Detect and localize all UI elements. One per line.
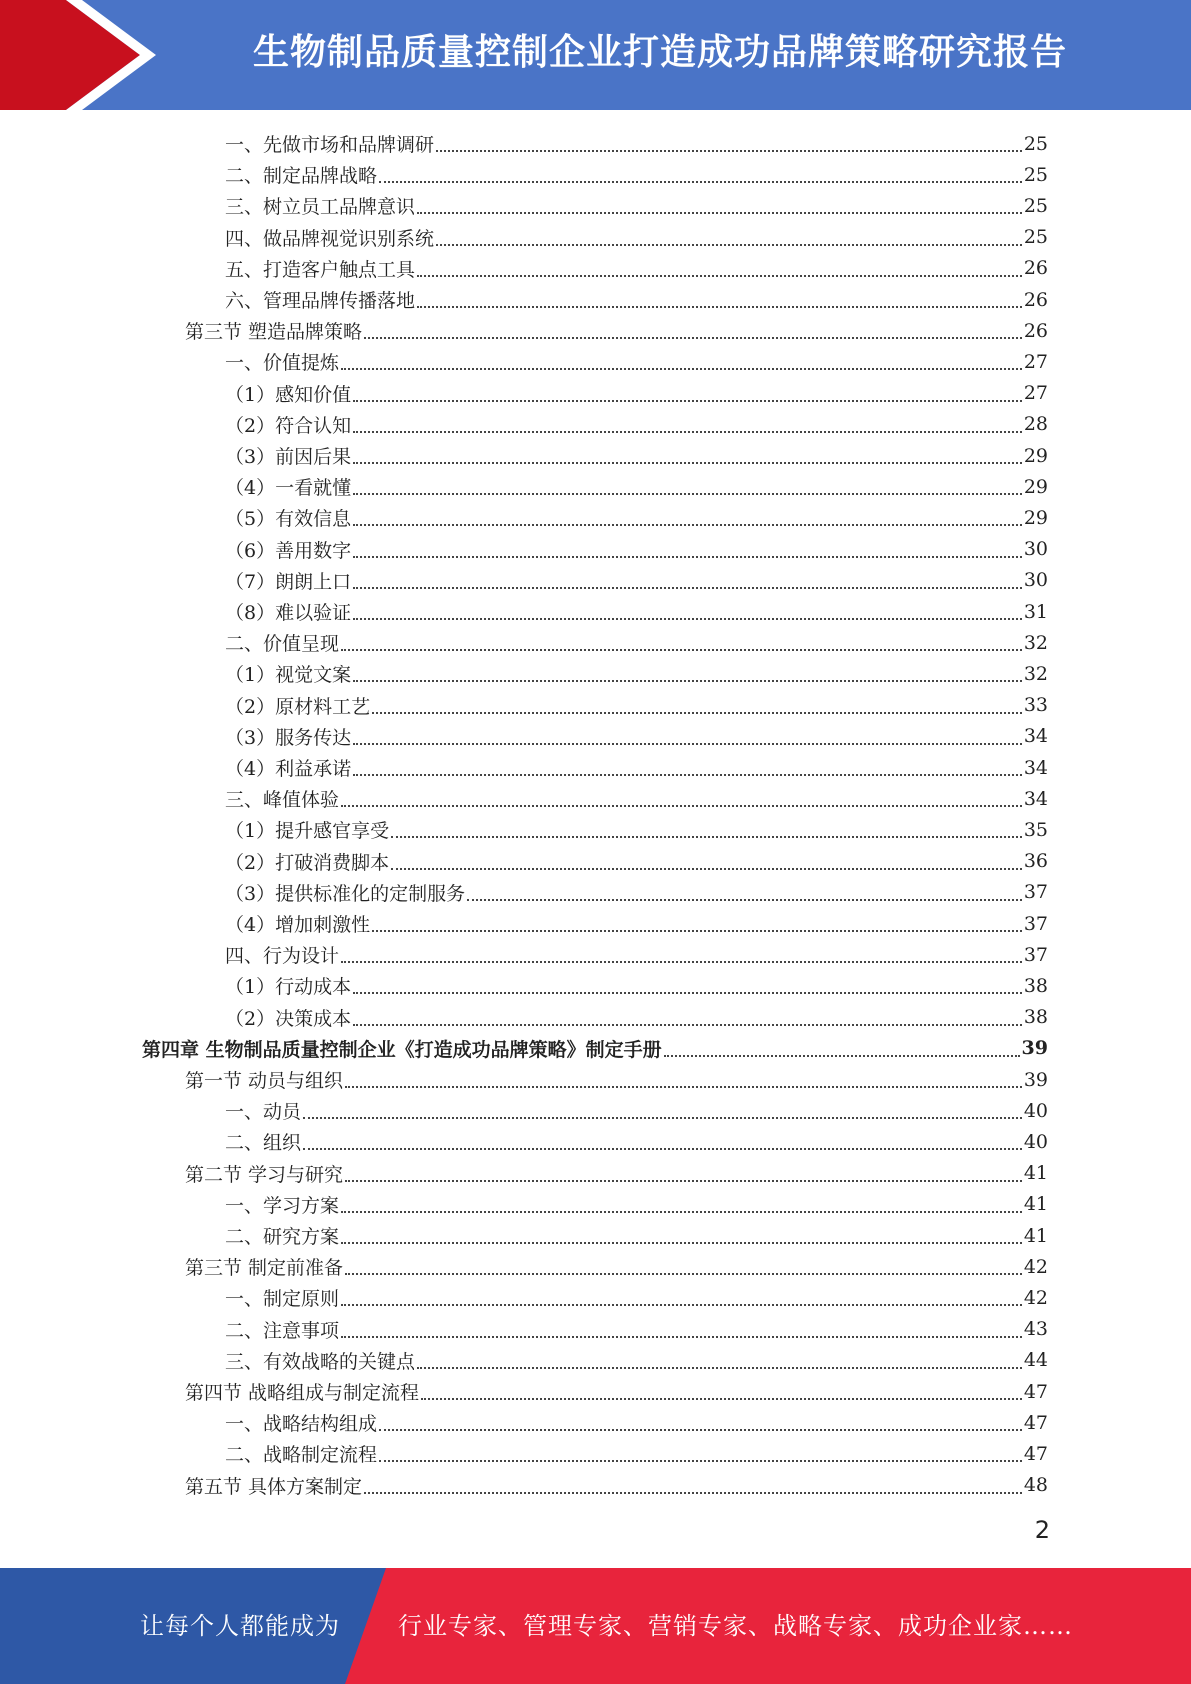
toc-dot-leader <box>379 181 1022 183</box>
toc-entry-label: 二、战略制定流程 <box>225 1444 378 1467</box>
toc-entry[interactable] <box>225 1126 1048 1157</box>
toc-dot-leader <box>364 337 1022 339</box>
toc-entry-page: 25 <box>1023 194 1048 217</box>
toc-entry-label: 第二节 学习与研究 <box>185 1163 344 1186</box>
toc-entry-label: （8）难以验证 <box>225 602 352 624</box>
toc-entry-page: 33 <box>1023 694 1048 717</box>
toc-dot-leader <box>417 306 1022 308</box>
toc-entry-page: 26 <box>1023 319 1048 342</box>
toc-entry-page: 37 <box>1023 943 1048 966</box>
toc-dot-leader <box>341 805 1022 807</box>
toc-entry-page: 28 <box>1023 413 1048 436</box>
toc-entry-page: 37 <box>1023 881 1048 904</box>
toc-entry-page: 26 <box>1023 257 1048 280</box>
toc-entry-page: 29 <box>1023 475 1048 498</box>
toc-dot-leader <box>436 244 1022 246</box>
toc-entry-label: 第三节 塑造品牌策略 <box>185 321 363 344</box>
toc-entry-page: 32 <box>1023 631 1048 654</box>
footer-slogan-left: 让每个人都能成为 <box>140 1612 340 1640</box>
toc-dot-leader <box>372 930 1022 932</box>
toc-entry-page: 32 <box>1023 662 1048 685</box>
toc-entry-page: 29 <box>1023 444 1048 467</box>
toc-entry[interactable] <box>142 1033 1048 1064</box>
toc-entry-page: 25 <box>1023 226 1048 249</box>
toc-entry[interactable] <box>225 1438 1048 1469</box>
toc-entry-page: 30 <box>1023 569 1048 592</box>
toc-entry-label: （1）行动成本 <box>225 976 352 999</box>
toc-entry[interactable] <box>225 908 1048 939</box>
toc-entry-label: （6）善用数字 <box>225 539 352 562</box>
toc-entry[interactable] <box>225 970 1048 1001</box>
toc-entry-page: 39 <box>1023 1068 1048 1091</box>
toc-entry-label: 一、制定原则 <box>225 1288 340 1311</box>
toc-entry-page: 34 <box>1023 756 1048 779</box>
toc-entry-label: 四、行为设计 <box>225 945 340 968</box>
toc-dot-leader <box>417 212 1022 214</box>
toc-entry-page: 40 <box>1023 1099 1048 1122</box>
toc-entry[interactable] <box>185 1470 1048 1501</box>
toc-dot-leader <box>372 712 1022 714</box>
toc-dot-leader <box>353 743 1022 745</box>
toc-entry-label: 三、有效战略的关键点 <box>225 1350 416 1373</box>
toc-entry-label: （1）提升感官享受 <box>225 820 390 843</box>
toc-entry[interactable] <box>225 721 1048 752</box>
toc-entry[interactable] <box>225 596 1048 627</box>
toc-entry-page: 25 <box>1023 132 1048 155</box>
toc-entry-page: 47 <box>1023 1380 1048 1403</box>
toc-dot-leader <box>467 899 1022 901</box>
toc-entry-page: 27 <box>1023 350 1048 373</box>
toc-entry-page: 34 <box>1023 787 1048 810</box>
toc-dot-leader <box>341 961 1022 963</box>
toc-entry-label: 一、战略结构组成 <box>225 1413 378 1436</box>
toc-dot-leader <box>345 1273 1022 1275</box>
toc-entry-page: 41 <box>1023 1193 1048 1216</box>
toc-dot-leader <box>341 1336 1022 1338</box>
report-title: 生物制品质量控制企业打造成功品牌策略研究报告 <box>252 32 1067 73</box>
toc-entry[interactable] <box>225 752 1048 783</box>
toc-entry-page: 42 <box>1023 1286 1048 1309</box>
toc-entry-label: （5）有效信息 <box>225 508 352 531</box>
toc-dot-leader <box>303 1117 1022 1119</box>
toc-dot-leader <box>353 774 1022 776</box>
header-red-arrow <box>0 0 140 110</box>
toc-entry[interactable] <box>225 1407 1048 1438</box>
toc-entry-label: 第四节 战略组成与制定流程 <box>185 1382 420 1404</box>
header-banner <box>0 0 1191 110</box>
toc-entry-label: 第五节 具体方案制定 <box>185 1475 363 1498</box>
toc-entry-label: 三、树立员工品牌意识 <box>225 196 416 219</box>
toc-dot-leader <box>379 1429 1022 1431</box>
toc-dot-leader <box>353 400 1022 402</box>
toc-entry-label: 三、峰值体验 <box>225 789 340 812</box>
toc-dot-leader <box>417 1367 1022 1369</box>
toc-entry[interactable] <box>225 409 1048 440</box>
toc-entry-page: 38 <box>1023 974 1048 997</box>
toc-entry[interactable] <box>225 690 1048 721</box>
toc-entry-label: 一、价值提炼 <box>225 352 340 375</box>
toc-dot-leader <box>664 1055 1020 1057</box>
toc-entry[interactable] <box>225 222 1048 253</box>
toc-entry[interactable] <box>225 877 1048 908</box>
toc-dot-leader <box>391 868 1022 870</box>
toc-dot-leader <box>436 150 1022 152</box>
toc-entry-label: 六、管理品牌传播落地 <box>225 290 416 312</box>
toc-entry[interactable] <box>225 346 1048 377</box>
footer-slogan-right: 行业专家、管理专家、营销专家、战略专家、成功企业家…… <box>398 1612 1073 1640</box>
toc-entry-page: 29 <box>1023 506 1048 529</box>
toc-entry[interactable] <box>225 1282 1048 1313</box>
page-number: 2 <box>1034 1516 1050 1544</box>
toc-dot-leader <box>353 431 1022 433</box>
toc-entry-page: 25 <box>1023 163 1048 186</box>
toc-dot-leader <box>341 1211 1022 1213</box>
toc-entry-label: （1）感知价值 <box>225 383 352 406</box>
toc-dot-leader <box>303 1148 1022 1150</box>
toc-entry-label: （7）朗朗上口 <box>225 570 352 593</box>
toc-dot-leader <box>353 680 1022 682</box>
toc-entry[interactable] <box>225 502 1048 533</box>
toc-dot-leader <box>341 649 1022 651</box>
toc-dot-leader <box>353 462 1022 464</box>
toc-entry-label: （4）利益承诺 <box>225 758 352 780</box>
toc-dot-leader <box>341 368 1022 370</box>
toc-entry-label: （2）原材料工艺 <box>225 695 371 718</box>
toc-entry[interactable] <box>225 253 1048 284</box>
toc-entry-page: 41 <box>1023 1224 1048 1247</box>
toc-entry-page: 35 <box>1023 818 1048 841</box>
toc-entry-label: 五、打造客户触点工具 <box>225 258 416 281</box>
toc-dot-leader <box>417 275 1022 277</box>
toc-entry-page: 31 <box>1023 600 1048 623</box>
toc-entry-label: 二、制定品牌战略 <box>225 165 378 188</box>
toc-entry-label: （2）打破消费脚本 <box>225 851 390 874</box>
toc-entry[interactable] <box>185 1376 1048 1407</box>
toc-entry[interactable] <box>225 378 1048 409</box>
toc-dot-leader <box>353 618 1022 620</box>
toc-entry[interactable] <box>185 1251 1048 1282</box>
toc-entry[interactable] <box>225 190 1048 221</box>
toc-entry[interactable] <box>225 471 1048 502</box>
toc-entry-label: 二、组织 <box>225 1132 302 1155</box>
toc-dot-leader <box>353 524 1022 526</box>
toc-entry-label: （4）一看就懂 <box>225 477 352 500</box>
toc-entry-label: 第四章 生物制品质量控制企业《打造成功品牌策略》制定手册 <box>142 1038 662 1061</box>
toc-entry-label: （2）符合认知 <box>225 414 352 437</box>
toc-entry-page: 40 <box>1023 1130 1048 1153</box>
toc-entry-label: （4）增加刺激性 <box>225 914 371 936</box>
toc-entry-page: 42 <box>1023 1255 1048 1278</box>
toc-dot-leader <box>345 1086 1022 1088</box>
toc-entry-label: 第一节 动员与组织 <box>185 1070 344 1092</box>
toc-entry[interactable] <box>225 534 1048 565</box>
toc-entry[interactable] <box>225 1314 1048 1345</box>
toc-entry-page: 26 <box>1023 288 1048 311</box>
toc-entry-label: （3）服务传达 <box>225 726 352 749</box>
toc-entry-label: （3）提供标准化的定制服务 <box>225 882 466 905</box>
toc-entry-label: 一、动员 <box>225 1101 302 1124</box>
toc-dot-leader <box>379 1460 1022 1462</box>
toc-entry[interactable] <box>225 284 1048 315</box>
toc-dot-leader <box>353 556 1022 558</box>
toc-entry-label: （1）视觉文案 <box>225 664 352 687</box>
toc-entry[interactable] <box>225 1189 1048 1220</box>
toc-entry-page: 30 <box>1023 538 1048 561</box>
toc-entry[interactable] <box>185 315 1048 346</box>
toc-entry[interactable] <box>225 814 1048 845</box>
toc-entry-page: 41 <box>1023 1162 1048 1185</box>
toc-entry-label: 四、做品牌视觉识别系统 <box>225 227 435 250</box>
toc-dot-leader <box>421 1398 1022 1400</box>
toc-entry-label: 一、先做市场和品牌调研 <box>225 134 435 156</box>
toc-entry[interactable] <box>225 440 1048 471</box>
toc-entry-label: 一、学习方案 <box>225 1194 340 1217</box>
toc-entry-page: 47 <box>1023 1411 1048 1434</box>
toc-entry-page: 38 <box>1023 1006 1048 1029</box>
toc-dot-leader <box>364 1492 1022 1494</box>
toc-entry-label: 二、研究方案 <box>225 1226 340 1248</box>
toc-entry[interactable] <box>225 1095 1048 1126</box>
toc-entry-page: 39 <box>1021 1037 1048 1060</box>
toc-entry-label: 二、价值呈现 <box>225 633 340 656</box>
toc-entry[interactable] <box>225 128 1048 159</box>
toc-entry-page: 44 <box>1023 1349 1048 1372</box>
toc-entry-page: 27 <box>1023 382 1048 405</box>
toc-entry-page: 37 <box>1023 912 1048 935</box>
footer-banner <box>0 1568 1191 1684</box>
toc-entry[interactable] <box>185 1158 1048 1189</box>
toc-dot-leader <box>353 587 1022 589</box>
toc-dot-leader <box>341 1304 1022 1306</box>
toc-dot-leader <box>391 836 1022 838</box>
toc-dot-leader <box>353 1024 1022 1026</box>
toc-entry[interactable] <box>225 159 1048 190</box>
toc-entry[interactable] <box>225 846 1048 877</box>
toc-entry[interactable] <box>225 939 1048 970</box>
toc-dot-leader <box>353 992 1022 994</box>
toc-entry[interactable] <box>185 1064 1048 1095</box>
toc-entry-page: 48 <box>1023 1474 1048 1497</box>
toc-entry[interactable] <box>225 1345 1048 1376</box>
toc-dot-leader <box>345 1180 1022 1182</box>
toc-entry-label: （2）决策成本 <box>225 1007 352 1030</box>
toc-entry-page: 47 <box>1023 1442 1048 1465</box>
toc-entry[interactable] <box>225 658 1048 689</box>
toc-entry[interactable] <box>225 1220 1048 1251</box>
toc-entry-page: 36 <box>1023 850 1048 873</box>
toc-entry-page: 34 <box>1023 725 1048 748</box>
toc-entry-label: （3）前因后果 <box>225 446 352 468</box>
toc-entry[interactable] <box>225 565 1048 596</box>
toc-entry-page: 43 <box>1023 1318 1048 1341</box>
toc-dot-leader <box>341 1242 1022 1244</box>
toc-entry-label: 第三节 制定前准备 <box>185 1257 344 1280</box>
toc-dot-leader <box>353 493 1022 495</box>
toc-entry[interactable] <box>225 627 1048 658</box>
toc-entry[interactable] <box>225 783 1048 814</box>
toc-entry-label: 二、注意事项 <box>225 1319 340 1342</box>
toc-entry[interactable] <box>225 1002 1048 1033</box>
